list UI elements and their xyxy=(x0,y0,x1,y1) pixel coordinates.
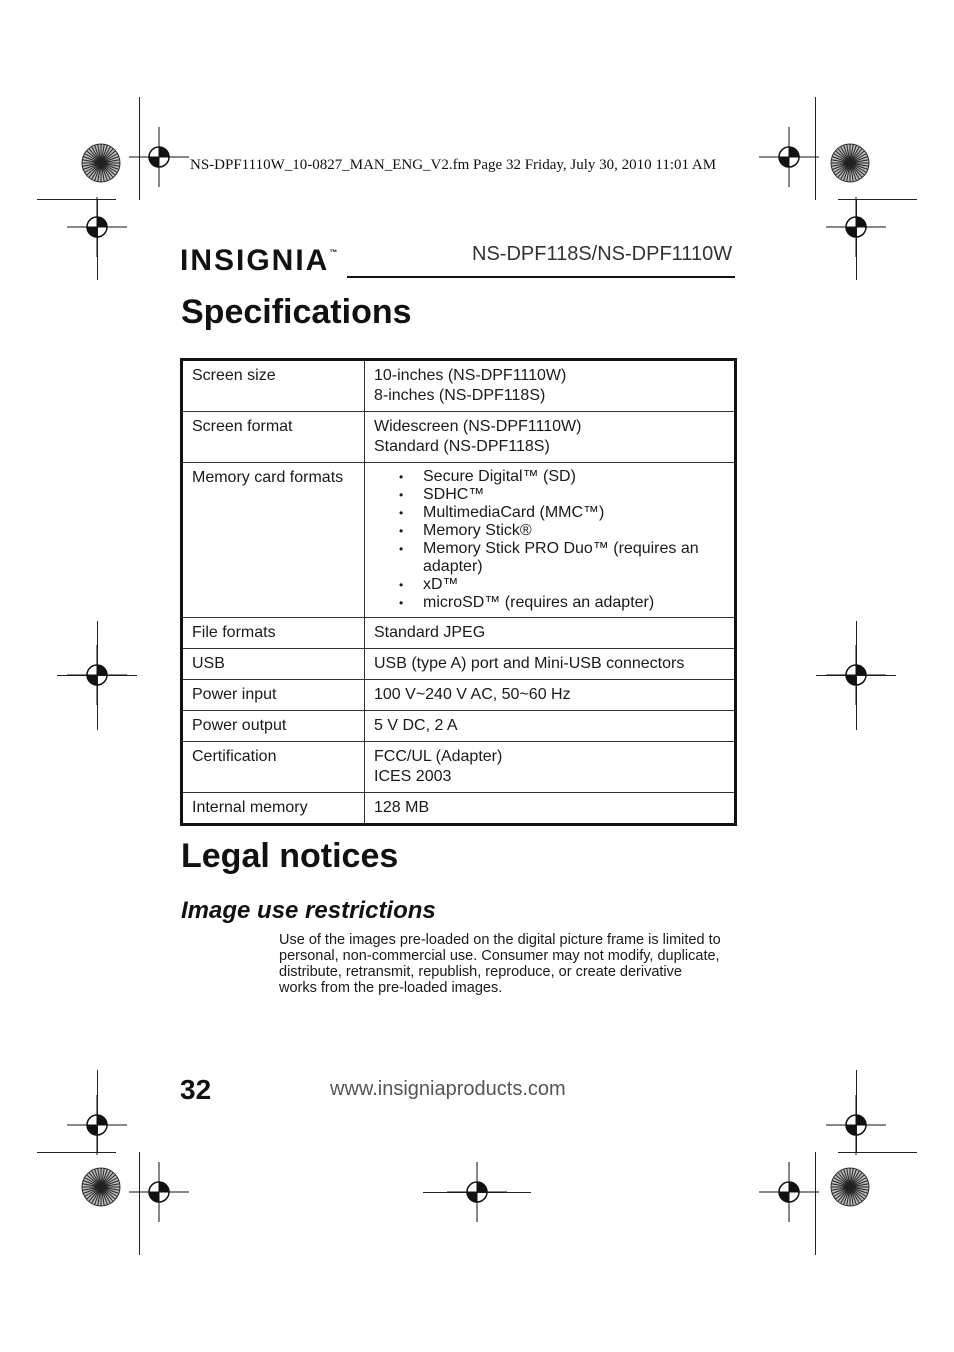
registration-mark-icon xyxy=(447,1162,507,1222)
spec-row xyxy=(182,618,736,649)
list-item: • SDHC™ xyxy=(423,486,726,504)
list-item: • Secure Digital™ (SD) xyxy=(423,468,726,486)
spec-label: Screen format xyxy=(182,412,365,463)
list-item: • MultimediaCard (MMC™) xyxy=(423,504,726,522)
spec-value xyxy=(365,793,736,825)
spec-value xyxy=(365,742,736,793)
starburst-mark-icon xyxy=(829,1166,871,1208)
spec-value xyxy=(365,618,736,649)
spec-row xyxy=(182,360,736,412)
list-item: • Memory Stick PRO Duo™ (requires an adapter) xyxy=(423,540,726,576)
page-number: 32 xyxy=(180,1074,212,1105)
spec-value xyxy=(365,711,736,742)
registration-mark-icon xyxy=(129,127,189,187)
spec-value-line: 100 V~240 V AC, 50~60 Hz xyxy=(374,686,571,703)
spec-label: File formats xyxy=(182,618,365,649)
registration-mark-icon xyxy=(826,197,886,257)
spec-label: Screen size xyxy=(182,360,365,412)
registration-mark-icon xyxy=(759,1162,819,1222)
list-item: • microSD™ (requires an adapter) xyxy=(423,594,726,612)
registration-mark-icon xyxy=(67,1095,127,1155)
starburst-mark-icon xyxy=(80,1166,122,1208)
spec-row xyxy=(182,742,736,793)
image-use-restrictions-heading: Image use restrictions xyxy=(181,897,436,924)
spec-value-line: 128 MB xyxy=(374,799,430,816)
spec-value-line: FCC/UL (Adapter) xyxy=(374,748,503,765)
spec-value xyxy=(365,680,736,711)
paragraph-line: Use of the images pre-loaded on the digital picture frame is limited to xyxy=(279,932,721,948)
spec-row xyxy=(182,649,736,680)
spec-row xyxy=(182,711,736,742)
website-link[interactable]: www.insigniaproducts.com xyxy=(330,1078,566,1100)
registration-mark-icon xyxy=(826,645,886,705)
spec-value-line: 5 V DC, 2 A xyxy=(374,717,458,734)
paragraph-line: distribute, retransmit, republish, reproduce, or create derivative xyxy=(279,964,682,980)
legal-notices-heading: Legal notices xyxy=(181,837,399,875)
list-item: • xD™ xyxy=(423,576,726,594)
spec-value-line: 10-inches (NS-DPF1110W) xyxy=(374,367,567,384)
brand-name: INSIGNIA xyxy=(180,244,330,277)
specifications-heading: Specifications xyxy=(181,293,412,331)
file-info: NS-DPF1110W_10-0827_MAN_ENG_V2.fm Page 32 Friday, July 30, 2010 11:01 AM xyxy=(190,157,717,173)
brand-trademark: ™ xyxy=(329,248,338,257)
spec-value-line: 8-inches (NS-DPF118S) xyxy=(374,387,546,404)
brand-logo xyxy=(180,244,337,278)
paragraph-line: works from the pre-loaded images. xyxy=(279,980,503,996)
spec-value-line: USB (type A) port and Mini-USB connectors xyxy=(374,655,685,672)
spec-label: Power output xyxy=(182,711,365,742)
registration-mark-icon xyxy=(759,127,819,187)
list-item: • Memory Stick® xyxy=(423,522,726,540)
spec-value-line: Standard (NS-DPF118S) xyxy=(374,438,550,455)
spec-row xyxy=(182,793,736,825)
model-number: NS-DPF118S/NS-DPF1110W xyxy=(472,243,733,265)
starburst-mark-icon xyxy=(80,142,122,184)
registration-mark-icon xyxy=(129,1162,189,1222)
spec-value xyxy=(365,412,736,463)
registration-mark-icon xyxy=(826,1095,886,1155)
spec-value xyxy=(365,463,736,618)
spec-value-line: Standard JPEG xyxy=(374,624,486,641)
starburst-mark-icon xyxy=(829,142,871,184)
specifications-table xyxy=(180,358,737,826)
spec-label: Memory card formats xyxy=(182,463,365,618)
image-use-paragraph xyxy=(279,932,739,996)
paragraph-line: personal, non-commercial use. Consumer may not modify, duplicate, xyxy=(279,948,720,964)
header-rule xyxy=(347,276,735,278)
registration-mark-icon xyxy=(67,645,127,705)
spec-row xyxy=(182,412,736,463)
spec-row xyxy=(182,680,736,711)
spec-value-line: Widescreen (NS-DPF1110W) xyxy=(374,418,582,435)
spec-label: Internal memory xyxy=(182,793,365,825)
spec-value xyxy=(365,360,736,412)
spec-label: USB xyxy=(182,649,365,680)
memory-card-list xyxy=(374,468,726,612)
spec-row xyxy=(182,463,736,618)
registration-mark-icon xyxy=(67,197,127,257)
spec-label: Power input xyxy=(182,680,365,711)
spec-value xyxy=(365,649,736,680)
spec-value-line: ICES 2003 xyxy=(374,768,452,785)
spec-label: Certification xyxy=(182,742,365,793)
